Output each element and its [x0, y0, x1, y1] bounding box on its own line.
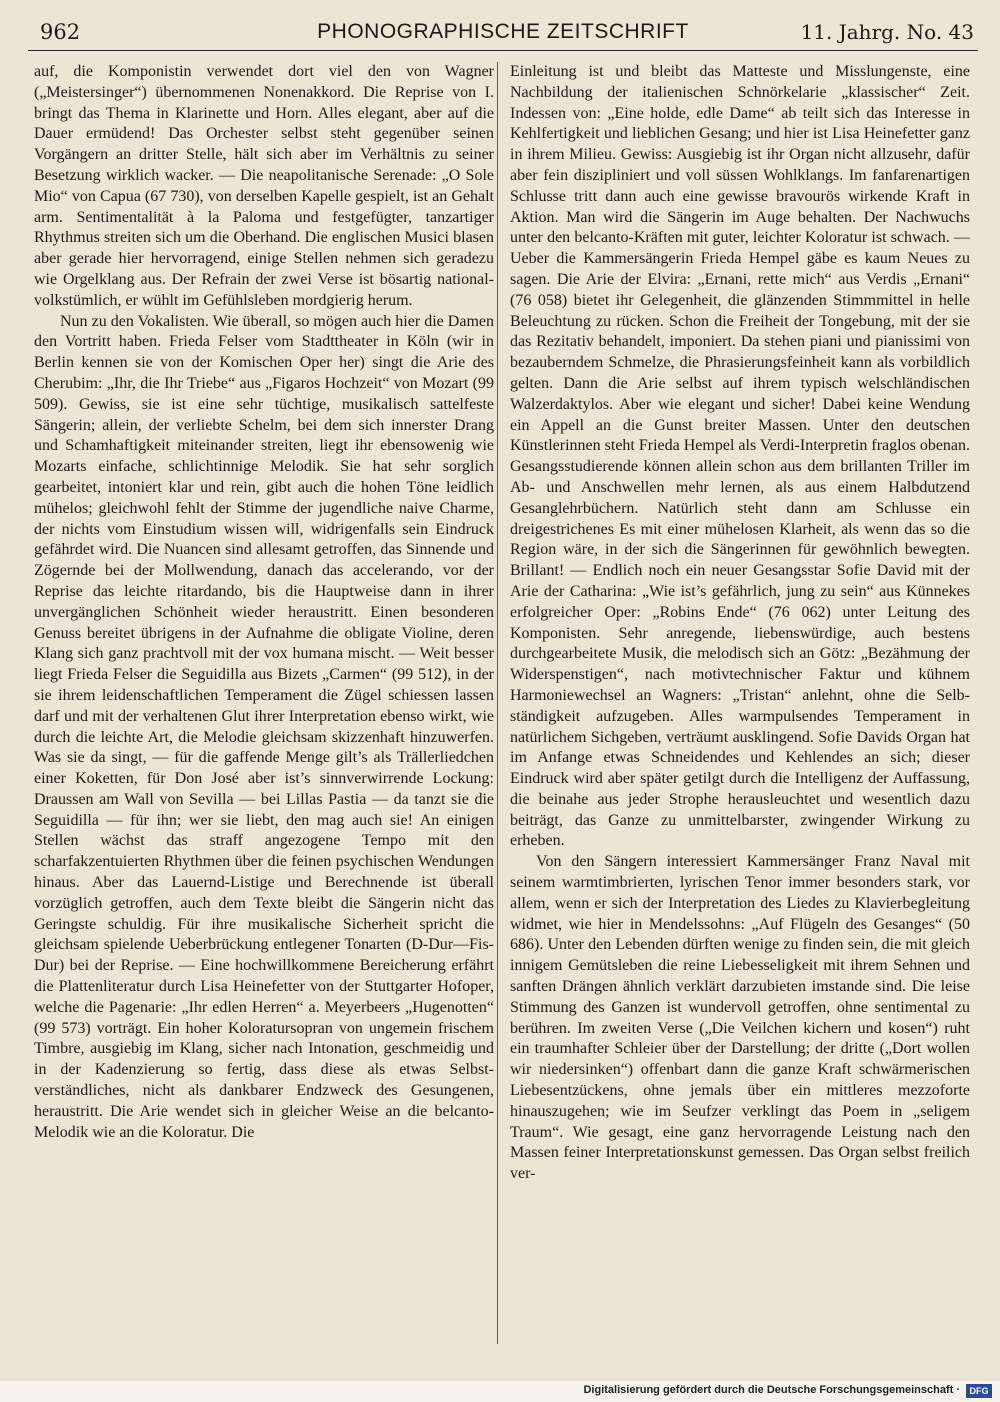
right-paragraph-1: Einleitung ist und bleibt das Matteste und Misslungenste, eine Nachbildung der italienischen Schnörkelarie „klassischer“ Zeit. Indessen von: „Eine holde, edle Dame“ ab teilt sich das Interesse in Kehlfertigkeit und lieblichen Gesang; und hier ist Lisa Heinefetter ganz in ihrem Milieu. Gewiss: Ausgiebig ist ihr Organ nicht allzusehr, dafür aber fein diszipliniert und voll süssen Wohlklangs. Im fanfarenartigen Schlusse tritt dann auch eine gewisse bravourös wirkende Kraft in Aktion. Man wird die Sängerin im Auge behalten. Der Nachwuchs unter den belcanto-Kräften mit guter, leichter Koloratur ist schwach. — Ueber die Kammersängerin Frieda Hempel gäbe es kaum Neues zu sagen. Die Arie der Elvira: „Ernani, rette mich“ aus Verdis „Ernani“ (76 058) bietet ihr Gelegenheit, die glänzenden Stimmmittel in helle Beleuchtung zu rücken. Schon die Freiheit der Tongebung, mit der sie das Rezitativ behandelt, imponiert. Da stehen piani und pianissimi von bezauberndem Schmelze, die Phrasierungsfeinheit kann als vorbildlich gelten. Dann die Arie selbst auf ihrem typisch welschländischen Walzerdaktylos. Aber wie elegant und sicher! Dabei keine Wendung ein Appell an die Gunst breiter Massen. Unter den deutschen Künstlerinnen steht Frieda Hempel als Verdi-Interpretin fraglos obenan. Gesangsstudierende können allein schon aus dem brillanten Triller im Ab- und Anschwellen mehr lernen, als aus einem Halbdutzend Gesanglehrbüchern. Natürlich steht dann am Schlusse ein dreigestrichenes Es mit einer mühelosen Klarheit, als wenn das so die Region wäre, in der sich die Sängerinnen für gewöhnlich bewegten. Brillant! — Endlich noch ein neuer Gesangsstar Sofie David mit der Arie der Catharina: „Wie ist’s gefährlich, jung zu sein“ aus Künnekes erfolgreicher Oper: „Robins Ende“ (76 062) unter Leitung des Komponisten. Sehr anregende, liebenswürdige, auch bestens durchgearbeitete Musik, die melodisch sich an Götz: „Bezähmung der Widerspenstigen“, nach motivtechnischer Faktur und kühnem Harmoniewechsel an Wagners: „Tristan“ anlehnt, ohne die Selbständigkeit aufzugeben. Alles warmpulsendes Temperament in natürlichem Sichgeben, verträumt ausklingend. Sofie Davids Organ hat im Anfange etwas Schneidendes und Kehlendes an sich; dieser Eindruck wird aber später getilgt durch die Intelligenz der Auffassung, die beinahe aus jeder Strophe herausleuchtet und wesentlich dazu beiträgt, das Ganze zu unmittelbarster, zwingender Wirkung zu erheben. [510, 63, 970, 850]
left-paragraph-1: auf, die Komponistin verwendet dort viel den von Wagner („Meistersinger“) übernommenen Nonenakkord. Die Reprise von I. bringt das Thema in Klarinette und Horn. Alles elegant, aber auf die Dauer ermüdend! Das Orchester selbst steht gegenüber seinen Vorgängern an dritter Stelle, hält sich aber im Verhältnis zu seiner Besetzung wirklich wacker. — Die neapolitanische Serenade: „O Sole Mio“ von Capua (67 730), von derselben Kapelle gespielt, ist an Gehalt arm. Sentimentalität à la Paloma und festgefügter, tanzartiger Rhythmus streiten sich um die Oberhand. Die englischen Musici blasen aber gerade hier hervorragend, einige Stellen nehmen sich geradezu wie Orgelklang aus. Der Refrain der zwei Verse ist bösartig national-volkstümlich, er wühlt im Gefühlsleben mordgierig herum. [34, 63, 494, 309]
page-number: 962 [40, 20, 81, 44]
journal-title: PHONOGRAPHISCHE ZEITSCHRIFT [317, 20, 689, 43]
column-divider [497, 62, 498, 1344]
left-paragraph-2: Nun zu den Vokalisten. Wie überall, so mögen auch hier die Damen den Vortritt haben. Frieda Felser vom Stadttheater in Köln (wir in Berlin kennen sie von der Komischen Oper her) singt die Arie des Cherubim: „Ihr, die Ihr Triebe“ aus „Figaros Hochzeit“ von Mozart (99 509). Gewiss, sie ist eine sehr tüchtige, musikalisch sattelfeste Sängerin; allein, der verliebte Schelm, bei dem sich innerster Drang und Schamhaftigkeit miteinander streiten, liegt ihr ebensowenig wie Mozarts einfache, schlichtinnige Melodik. Sie hat sehr sorglich gearbeitet, intoniert klar und rein, gibt auch die hohen Töne leidlich mühelos; gleichwohl fehlt der Stimme der jugendliche naive Charme, der nichts vom Einstudium wissen will, widrigenfalls sein Eindruck gefährdet wird. Die Nuancen sind allesamt getroffen, das Sinnende und Zögernde bei der Mollwendung, danach das accelerando, vor der Reprise das leichte ritardando, bis die Hauptweise dann in ihrer unvergänglichen Schönheit wieder heraustritt. Einen besonderen Genuss bereitet übrigens in der Aufnahme die obligate Violine, deren Klang sich ganz prachtvoll mit der vox humana mischt. — Weit besser liegt Frieda Felser die Seguidilla aus Bizets „Carmen“ (99 512), in der sie ihrem leidenschaftlichen Temperament die Zügel schiessen lassen darf und mit der verhaltenen Glut ihrer Interpretation ebenso wirkt, wie durch die leichte Art, die Melodie gleichsam skizzenhaft hinzuwerfen. Was sie da singt, — für die gaffende Menge gilt’s als Trällerliedchen einer Koketten, für Don José aber ist’s sinnverwirrende Lockung: Draussen am Wall von Sevilla — bei Lillas Pastia — da tanzt sie die Seguidilla — für ihn; wer sie liebt, den mag auch sie! An einigen Stellen wächst das straff angezogene Tempo mit den scharfakzentuierten Rhythmen über die feinen psychischen Wendungen hinaus. Aber das Lauernd-Listige und Berechnende ist überall vorzüglich getroffen, auch dem Texte bleibt die Sängerin nicht das Geringste schuldig. Für ihre musikalische Sicherheit spricht die gleichsam spielende Ueberbrückung entlegener Tonarten (D-Dur—Fis-Dur) bei der Reprise. — Eine hochwillkommene Bereicherung erfährt die Plattenliteratur durch Lisa Heinefetter von der Stuttgarter Hofoper, welche die Pagenarie: „Ihr edlen Herren“ a. Meyerbeers „Hugenotten“ (99 573) vorträgt. Ein hoher Koloratursopran von ungemein frischem Timbre, ausgiebig im Klang, sicher nach Intonation, geschmeidig und in der Kadenzierung so fertig, dass diese als etwas Selbstverständliches, nicht als dankbarer Endzweck des Gesungenen, heraustritt. Die Arie wendet sich in gleicher Weise an die belcanto-Melodik wie an die Koloratur. Die [34, 312, 494, 1141]
issue-label: 11. Jahrg. No. 43 [800, 20, 974, 44]
right-paragraph-2: Von den Sängern interessiert Kammersänger Franz Naval mit seinem warmtimbrierten, lyrischen Tenor immer besonders stark, vor allem, wenn er sich der Interpretation des Liedes zu Klavierbegleitung widmet, wie hier in Mendelssohns: „Auf Flügeln des Gesanges“ (50 686). Unter den Lebenden dürften wenige zu finden sein, die mit gleich innigem Gemütsleben die reine Liebesseligkeit mit ihrem Sehnen und sanften Drängen ähnlich verklärt darzubieten imstande sind. Die leise Stimmung des Ganzen ist wundervoll getroffen, ohne sentimental zu berühren. Im zweiten Verse („Die Veilchen kichern und kosen“) ruht ein traumhafter Schleier über der Darstellung; der dritte („Dort wollen wir niedersinken“) offenbart dann die ganze Kraft schwärmerischen Liebesentzückens, ohne jemals über ein mittleres mezzoforte hinauszugehen; wie im Seufzer verklingt das Poem in „seligem Traum“. Wie gesagt, eine ganz hervorragende Leistung nach den Massen feiner Interpretationskunst gemessen. Das Organ selbst freilich ver- [510, 853, 970, 1183]
digitization-footer [0, 1381, 1000, 1402]
page-header [28, 20, 978, 51]
dfg-logo-icon: DFG [966, 1384, 992, 1398]
footer-credit: Digitalisierung gefördert durch die Deutsche Forschungsgemeinschaft · [583, 1384, 960, 1396]
right-column [510, 62, 970, 1347]
left-column [34, 62, 494, 1347]
